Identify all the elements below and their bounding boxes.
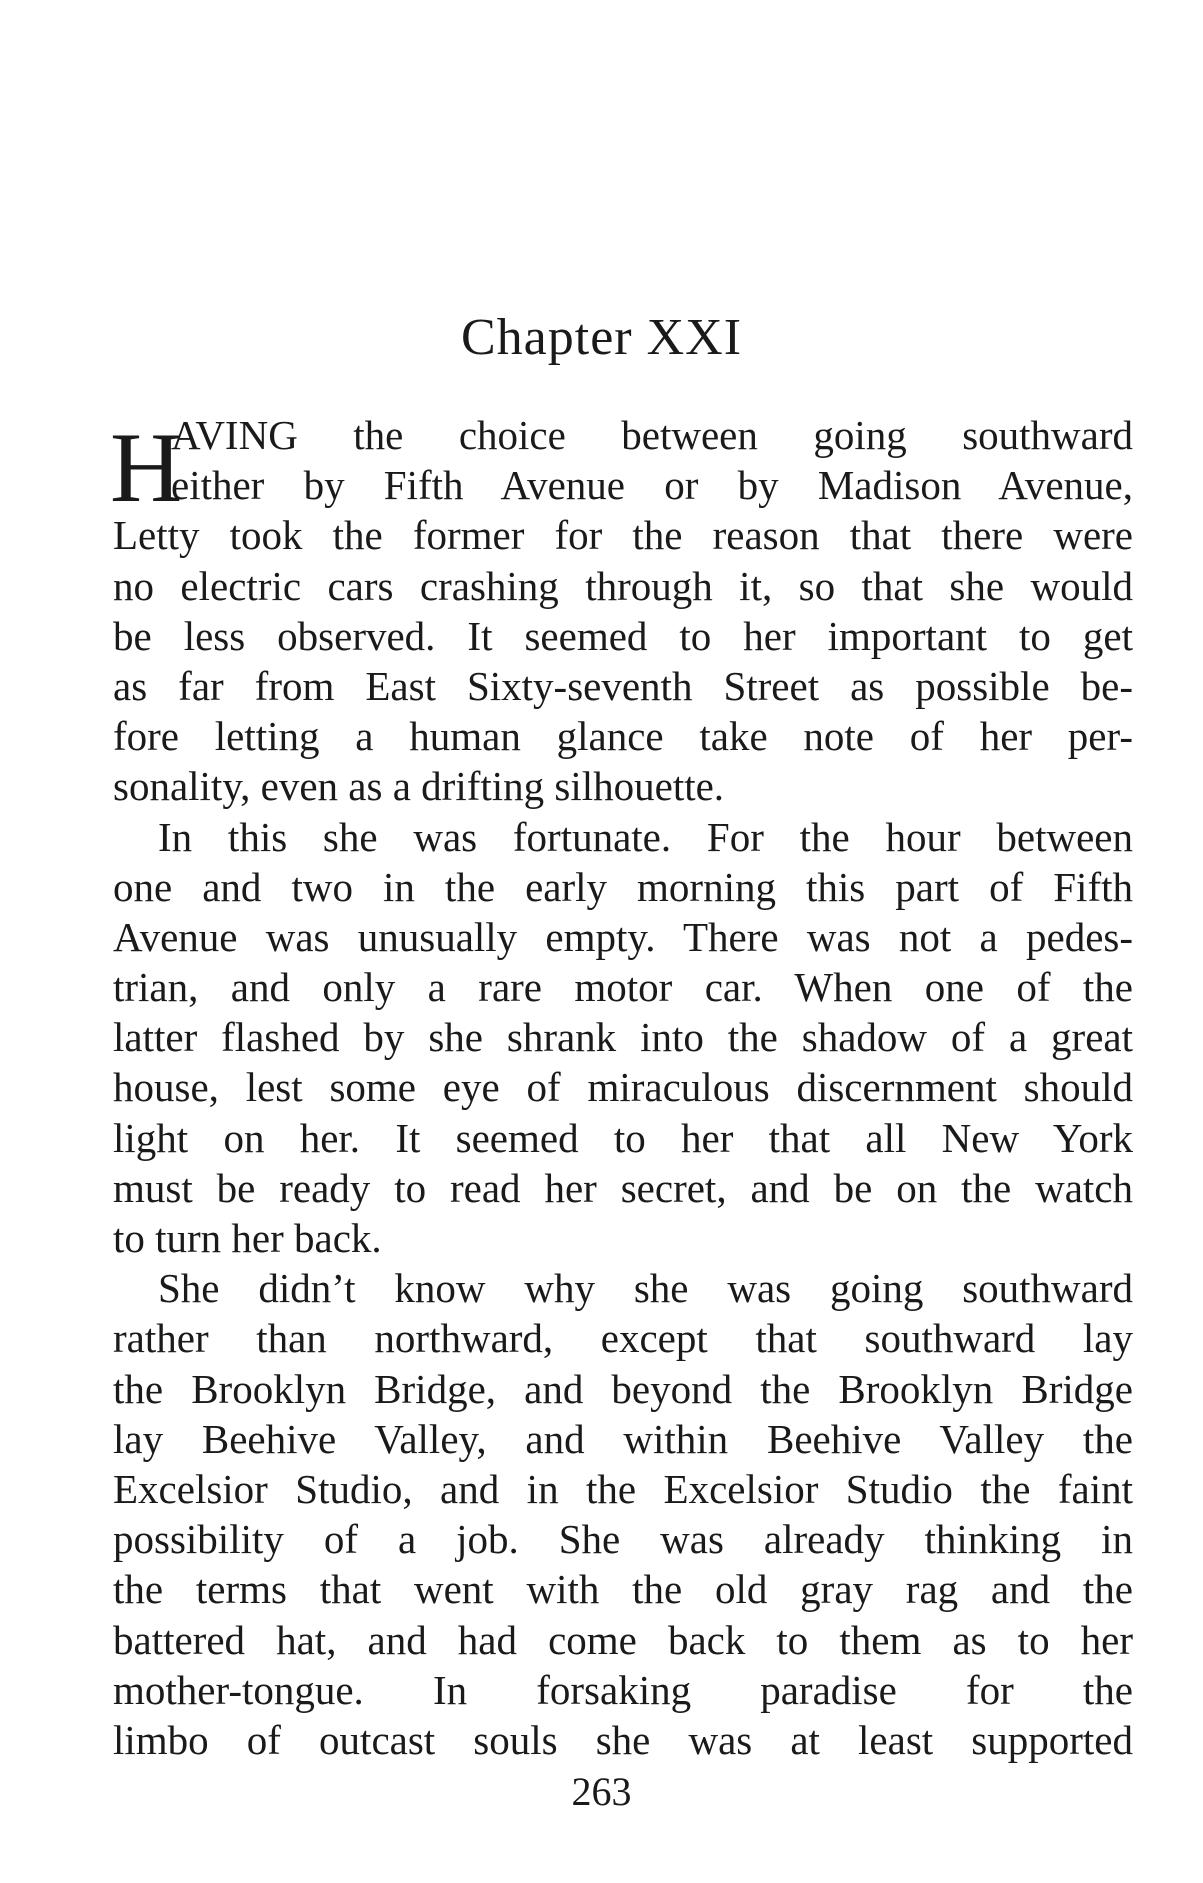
text-line: one and two in the early morning this part of Fifth [113, 863, 1133, 910]
text-line: to turn her back. [113, 1215, 382, 1261]
text-line: the Brooklyn Bridge, and beyond the Brooklyn Bridge [113, 1365, 1133, 1412]
text-line: sonality, even as a drifting silhouette. [113, 763, 725, 810]
text-line: She didn’t know why she was going southward [158, 1265, 1133, 1312]
chapter-body [113, 410, 1133, 1765]
text-line: In this she was fortunate. For the hour between [158, 813, 1133, 860]
text-line: rather than northward, except that southward lay [113, 1315, 1133, 1362]
text-line: no electric cars crashing through it, so that she would [113, 562, 1133, 609]
text-line: lay Beehive Valley, and within Beehive Valley the [113, 1415, 1133, 1462]
text-line: light on her. It seemed to her that all New York [113, 1114, 1133, 1161]
text-line: limbo of outcast souls she was at least supported [113, 1716, 1133, 1763]
text-line: latter flashed by she shrank into the shadow of a great [113, 1014, 1133, 1061]
text-line: fore letting a human glance take note of her per- [113, 713, 1133, 760]
text-line: Avenue was unusually empty. There was not a pedes- [113, 913, 1133, 960]
chapter-title: Chapter XXI [460, 309, 743, 366]
text-line: as far from East Sixty-seventh Street as possible be- [113, 662, 1133, 709]
text-line: be less observed. It seemed to her important to get [113, 612, 1133, 659]
page-number: 263 [571, 1769, 632, 1814]
text-line: either by Fifth Avenue or by Madison Avenue, [171, 462, 1133, 509]
text-line: AVING the choice between going southward [171, 412, 1133, 458]
text-line: the terms that went with the old gray rag and the [113, 1566, 1133, 1613]
text-line: house, lest some eye of miraculous discernment should [113, 1064, 1133, 1111]
text-line: trian, and only a rare motor car. When one of the [113, 964, 1133, 1011]
text-line: Excelsior Studio, and in the Excelsior Studio the faint [113, 1465, 1133, 1512]
drop-cap: H [110, 412, 183, 523]
text-line: must be ready to read her secret, and be on the watch [113, 1164, 1133, 1211]
text-line: Letty took the former for the reason that there were [113, 512, 1133, 559]
text-line: possibility of a job. She was already thinking in [113, 1516, 1133, 1563]
text-line: mother-tongue. In forsaking paradise for the [113, 1666, 1133, 1713]
text-line: battered hat, and had come back to them as to her [113, 1616, 1133, 1663]
